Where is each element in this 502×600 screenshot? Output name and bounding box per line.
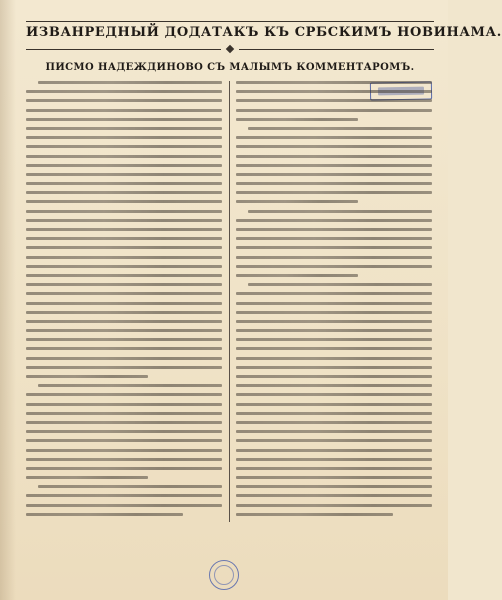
- body-text-line: [236, 90, 432, 93]
- article-heading: ПИСМО НАДЕЖДИНОВО СЪ МАЛЫМЪ КОММЕНТАРОМЪ.: [45, 62, 415, 73]
- diamond-ornament-icon: [226, 45, 234, 53]
- body-text-line: [26, 136, 222, 139]
- body-text-line: [26, 155, 222, 158]
- body-text-line: [26, 109, 222, 112]
- round-library-stamp: [209, 560, 239, 590]
- body-text-line: [26, 210, 222, 213]
- body-text-line: [236, 412, 432, 415]
- body-text-line: [236, 173, 432, 176]
- body-text-line: [26, 265, 222, 268]
- body-text-line: [38, 485, 222, 488]
- body-text-line: [26, 173, 222, 176]
- body-text-line: [236, 228, 432, 231]
- body-text-line: [236, 265, 432, 268]
- body-text-line: [236, 458, 432, 461]
- body-text-line: [26, 412, 222, 415]
- body-text-line: [26, 283, 222, 286]
- body-text-line: [26, 320, 222, 323]
- body-text-line: [236, 384, 432, 387]
- body-text-line: [236, 421, 432, 424]
- body-text-line: [26, 430, 222, 433]
- page-binding-shade: [0, 0, 16, 600]
- body-text-line: [236, 504, 432, 507]
- body-text-line: [236, 200, 358, 203]
- body-text-line: [236, 311, 432, 314]
- body-text-line: [236, 292, 432, 295]
- body-text-line: [26, 421, 222, 424]
- body-text-line: [26, 182, 222, 185]
- left-column: [26, 81, 222, 522]
- body-text-line: [26, 494, 222, 497]
- body-text-line: [26, 513, 183, 516]
- body-text-line: [26, 357, 222, 360]
- body-text-line: [236, 320, 432, 323]
- body-text-line: [26, 118, 222, 121]
- body-text-line: [26, 347, 222, 350]
- body-text-line: [26, 458, 222, 461]
- body-text-line: [26, 237, 222, 240]
- body-text-line: [26, 90, 222, 93]
- body-text-line: [236, 109, 432, 112]
- body-text-line: [248, 127, 432, 130]
- body-text-line: [236, 155, 432, 158]
- body-text-line: [38, 384, 222, 387]
- body-text-line: [26, 145, 222, 148]
- body-text-line: [236, 191, 432, 194]
- body-text-line: [236, 467, 432, 470]
- body-text-line: [26, 302, 222, 305]
- body-text-line: [26, 256, 222, 259]
- body-text-line: [26, 200, 222, 203]
- body-text-line: [236, 302, 432, 305]
- body-text-line: [26, 366, 222, 369]
- ornamental-rule: [26, 46, 434, 52]
- body-text-line: [26, 504, 222, 507]
- body-text-line: [236, 182, 432, 185]
- body-text-line: [236, 118, 358, 121]
- body-text-line: [38, 81, 222, 84]
- body-text-line: [236, 274, 358, 277]
- body-text-line: [236, 329, 432, 332]
- body-text-line: [236, 375, 432, 378]
- body-text-line: [26, 246, 222, 249]
- body-text-line: [26, 164, 222, 167]
- body-text-line: [26, 191, 222, 194]
- body-text-line: [248, 210, 432, 213]
- body-text-line: [236, 430, 432, 433]
- body-text-line: [248, 283, 432, 286]
- body-text-line: [236, 81, 432, 84]
- body-text-line: [26, 311, 222, 314]
- masthead-title: ИЗВАНРЕДНЫЙ ДОДАТАКЪ КЪ СРБСКИМЪ НОВИНАМА.: [26, 25, 502, 40]
- body-text-line: [26, 292, 222, 295]
- body-text-line: [236, 366, 432, 369]
- body-text-line: [26, 467, 222, 470]
- body-columns: [26, 81, 434, 522]
- top-rule: [26, 21, 434, 22]
- body-text-line: [236, 347, 432, 350]
- body-text-line: [236, 256, 432, 259]
- stamp-ring: [214, 565, 234, 585]
- body-text-line: [236, 357, 432, 360]
- body-text-line: [236, 485, 432, 488]
- body-text-line: [236, 476, 432, 479]
- body-text-line: [26, 449, 222, 452]
- body-text-line: [26, 99, 222, 102]
- body-text-line: [236, 246, 432, 249]
- body-text-line: [26, 375, 148, 378]
- body-text-line: [236, 219, 432, 222]
- column-divider: [229, 81, 230, 522]
- body-text-line: [236, 338, 432, 341]
- body-text-line: [26, 274, 222, 277]
- body-text-line: [26, 476, 148, 479]
- body-text-line: [236, 99, 432, 102]
- body-text-line: [26, 403, 222, 406]
- body-text-line: [236, 164, 432, 167]
- body-text-line: [26, 393, 222, 396]
- body-text-line: [236, 403, 432, 406]
- right-column: [236, 81, 432, 522]
- body-text-line: [236, 136, 432, 139]
- body-text-line: [236, 145, 432, 148]
- body-text-line: [236, 494, 432, 497]
- body-text-line: [26, 228, 222, 231]
- body-text-line: [26, 338, 222, 341]
- body-text-line: [236, 439, 432, 442]
- body-text-line: [26, 127, 222, 130]
- body-text-line: [236, 237, 432, 240]
- body-text-line: [26, 439, 222, 442]
- body-text-line: [236, 449, 432, 452]
- body-text-line: [236, 513, 393, 516]
- body-text-line: [26, 329, 222, 332]
- body-text-line: [26, 219, 222, 222]
- body-text-line: [236, 393, 432, 396]
